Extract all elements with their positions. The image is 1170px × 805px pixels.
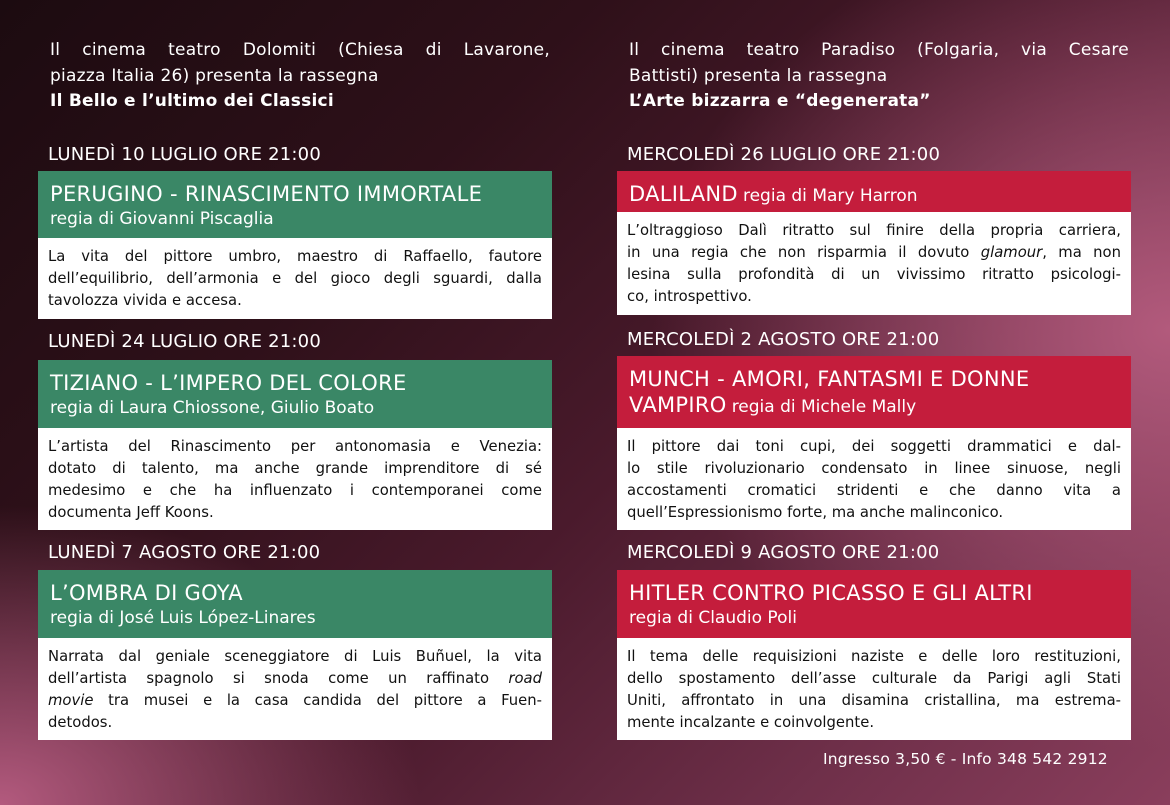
event-date: MERCOLEDÌ 26 LUGLIO ORE 21:00 — [627, 144, 941, 165]
event-title-box — [38, 570, 552, 638]
event-description — [38, 428, 552, 530]
desc-line: detodos. — [48, 714, 113, 731]
event-date: MERCOLEDÌ 2 AGOSTO ORE 21:00 — [627, 329, 940, 350]
event-director: regia di José Luis López-Linares — [50, 608, 316, 628]
event-title: PERUGINO - RINASCIMENTO IMMORTALE — [50, 182, 483, 206]
desc-line: dell’equilibrio, dell’armonia e del gioco degli sguardi, dalla — [48, 270, 542, 287]
desc-line: L’artista del Rinascimento per antonomasia e Venezia: — [48, 438, 542, 455]
event-title: L’OMBRA DI GOYA — [50, 581, 243, 605]
desc-line: L’oltraggioso Dalì ritratto sul finire della propria carriera, — [627, 222, 1121, 239]
desc-line: lesina sulla profondità di un vivissimo ritratto psicologi- — [627, 266, 1121, 283]
right-intro-line: Battisti) presenta la rassegna — [629, 65, 888, 86]
right-intro-line: Il cinema teatro Paradiso (Folgaria, via Cesare — [629, 40, 1129, 60]
event-director: regia di Giovanni Piscaglia — [50, 209, 274, 229]
desc-line: accostamenti cromatici stridenti e che danno vita a — [627, 482, 1121, 499]
desc-line: co, introspettivo. — [627, 288, 752, 305]
event-title-cont: VAMPIRO — [629, 393, 727, 417]
event-description — [617, 212, 1131, 315]
event-title-box — [617, 356, 1131, 428]
desc-line: Il pittore dai toni cupi, dei soggetti drammatici e dal- — [627, 438, 1121, 455]
event-date: LUNEDÌ 7 AGOSTO ORE 21:00 — [48, 542, 321, 563]
right-series-title: L’Arte bizzarra e “degenerata” — [629, 91, 931, 111]
desc-line: in una regia che non risparmia il dovuto glamour, ma non — [627, 244, 1121, 261]
footer-info: Ingresso 3,50 € - Info 348 542 2912 — [823, 750, 1108, 768]
desc-line: dotato di talento, ma anche grande imprenditore di sé — [48, 460, 542, 477]
event-director: regia di Michele Mally — [731, 397, 917, 417]
left-intro-line: Il cinema teatro Dolomiti (Chiesa di Lavarone, — [50, 40, 550, 60]
event-description — [617, 638, 1131, 740]
desc-line: quell’Espressionismo forte, ma anche malinconico. — [627, 504, 1004, 521]
event-title: DALILAND — [629, 182, 738, 206]
desc-line-text: movie tra musei e la casa candida del pittore a Fuen- — [48, 692, 542, 709]
desc-line-text: dell’artista spagnolo si snoda come un raffinato road — [48, 670, 542, 687]
event-director: regia di Claudio Poli — [629, 608, 797, 628]
event-description — [38, 638, 552, 740]
right-intro — [629, 38, 1129, 115]
event-title: MUNCH - AMORI, FANTASMI E DONNE — [629, 367, 1030, 391]
event-title-box — [617, 570, 1131, 638]
italic-term: road — [508, 670, 542, 687]
desc-line — [48, 690, 542, 712]
event-director: regia di Laura Chiossone, Giulio Boato — [50, 398, 375, 418]
desc-line: Narrata dal geniale sceneggiatore di Luis Buñuel, la vita — [48, 648, 542, 665]
desc-line: tavolozza vivida e accesa. — [48, 292, 242, 309]
desc-line — [48, 668, 542, 690]
event-description — [38, 238, 552, 319]
left-series-title: Il Bello e l’ultimo dei Classici — [50, 91, 334, 111]
event-title-box — [38, 171, 552, 238]
left-intro-line: piazza Italia 26) presenta la rassegna — [50, 65, 379, 86]
desc-line: medesimo e che ha influenzato i contemporanei come — [48, 482, 542, 499]
desc-line: mente incalzante e coinvolgente. — [627, 714, 875, 731]
event-title-box — [617, 171, 1131, 212]
left-intro — [50, 38, 550, 115]
desc-line: lo stile rivoluzionario condensato in linee sinuose, negli — [627, 460, 1121, 477]
event-title: HITLER CONTRO PICASSO E GLI ALTRI — [629, 581, 1033, 605]
desc-line: dello spostamento dell’asse culturale da Parigi agli Stati — [627, 670, 1121, 687]
italic-term: glamour — [980, 244, 1043, 261]
event-date: LUNEDÌ 10 LUGLIO ORE 21:00 — [48, 144, 321, 165]
event-description — [617, 428, 1131, 530]
event-director: regia di Mary Harron — [742, 186, 918, 206]
italic-term: movie — [48, 692, 94, 709]
desc-line: Il tema delle requisizioni naziste e delle loro restituzioni, — [627, 648, 1121, 665]
event-title-box — [38, 360, 552, 428]
event-date: LUNEDÌ 24 LUGLIO ORE 21:00 — [48, 331, 321, 352]
desc-line: La vita del pittore umbro, maestro di Raffaello, fautore — [48, 248, 542, 265]
event-title: TIZIANO - L’IMPERO DEL COLORE — [50, 371, 407, 395]
desc-line: documenta Jeff Koons. — [48, 504, 214, 521]
event-date: MERCOLEDÌ 9 AGOSTO ORE 21:00 — [627, 542, 940, 563]
desc-line: Uniti, affrontato in una disamina cristallina, ma estrema- — [627, 692, 1121, 709]
